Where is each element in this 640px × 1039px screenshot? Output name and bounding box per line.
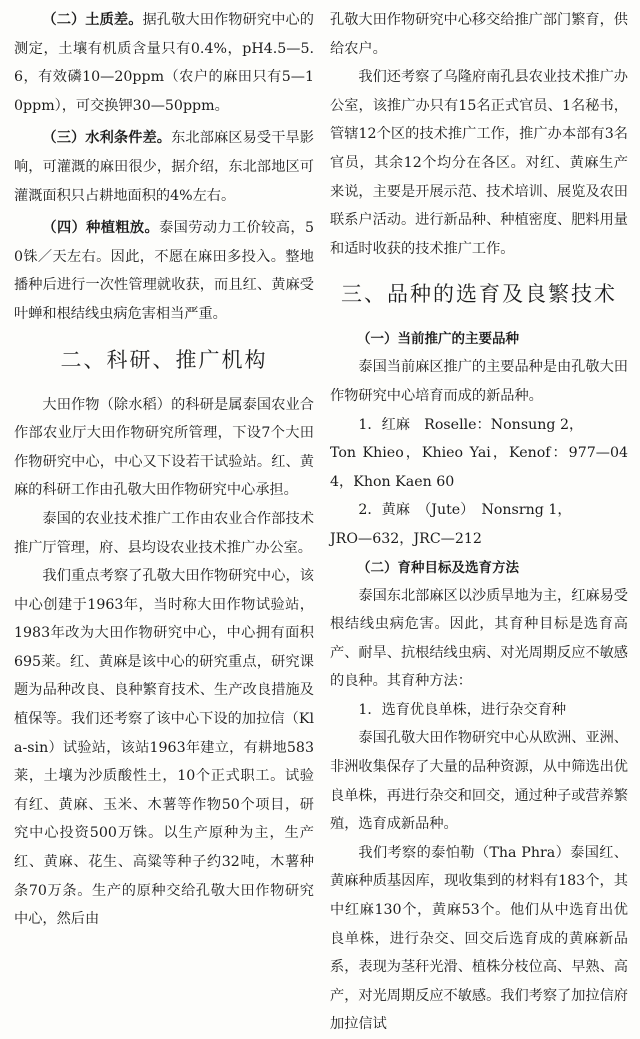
section-heading-breeding: 三、品种的选育及良繁技术 bbox=[341, 282, 617, 307]
paragraph-label: （三）水利条件差。 bbox=[42, 130, 172, 147]
left-column bbox=[14, 6, 314, 934]
paragraph-soil bbox=[14, 6, 314, 120]
paragraph-khon-kaen-center: 我们重点考察了孔敬大田作物研究中心，该中心创建于1963年，当时称大田作物试验站，1983年改为大田作物研究中心，中心拥有面积695莱。红、黄麻是该中心的研究重点，研究课题为品种改良、良种繁育技术、生产改良措施及植保等。我们还考察了该中心下设的加拉信（Kla-sin）试验站，该站1963年建立，有耕地583莱，土壤为沙质酸性土，10个正式职工。试验有红、黄麻、玉米、木薯等作物50个项目，研究中心投资500万铢。以生产原种为主，生产红、黄麻、花生、高粱等种子约32吨，木薯种条70万条。生产的原种交给孔敬大田作物研究中心，然后由 bbox=[14, 568, 314, 928]
right-column bbox=[330, 6, 628, 1039]
subheading-varieties: （一）当前推广的主要品种 bbox=[357, 331, 519, 348]
paragraph-extension-org: 泰国的农业技术推广工作由农业合作部技术推广厅管理，府、县均设农业技术推广办公室。 bbox=[14, 510, 314, 556]
paragraph-cultivation bbox=[14, 214, 314, 328]
paragraph-text: 泰国劳动力工价较高，50铢／天左右。因此，不愿在麻田多投入。整地播种后进行一次性管理就收获，而且红、黄麻受叶蝉和根结线虫病危害相当严重。 bbox=[14, 220, 314, 322]
paragraph-breeding-goals: 泰国东北部麻区以沙质旱地为主，红麻易受根结线虫病危害。因此，其育种目标是选育高产、耐旱、抗根结线虫病、对光周期反应不敏感的良种。其育种方法： bbox=[330, 587, 628, 690]
list-item-kenaf-cont: Ton Khieo，Khieo Yai，Kenof：977—044，Khon Kaen 60 bbox=[330, 445, 628, 490]
list-item-jute: 2．黄麻 （Jute） Nonsrng 1， bbox=[358, 502, 572, 519]
list-item-jute-cont: JRO—632，JRC—212 bbox=[330, 530, 482, 547]
subheading-breeding-goals: （二）育种目标及选育方法 bbox=[357, 559, 519, 576]
paragraph-varieties: 泰国当前麻区推广的主要品种是由孔敬大田作物研究中心培育而成的新品种。 bbox=[330, 359, 628, 404]
paragraph-method-1: 1．选育优良单株，进行杂交育种 bbox=[358, 701, 567, 718]
paragraph-text: 东北部麻区易受干旱影响，可灌溉的麻田很少，据介绍，东北部地区可灌溉面积只占耕地面积的4%左右。 bbox=[14, 130, 314, 204]
list-item-kenaf: 1．红麻 Roselle：Nonsung 2， bbox=[358, 416, 584, 433]
paragraph-germplasm: 泰国孔敬大田作物研究中心从欧洲、亚洲、非洲收集保存了大量的品种资源，从中筛选出优良单株，再进行杂交和回交，通过种子或营养繁殖，选育成新品种。 bbox=[330, 730, 628, 833]
paragraph-water bbox=[14, 124, 314, 210]
paragraph-text: 据孔敬大田作物研究中心的测定，土壤有机质含量只有0.4%，pH4.5—5.6，有效磷10—20ppm（农户的麻田只有5—10ppm），可交换钾30—50ppm。 bbox=[14, 12, 314, 114]
paragraph-label: （四）种植粗放。 bbox=[42, 220, 160, 237]
paragraph-extension-office: 我们还考察了乌隆府南孔县农业技术推广办公室，该推广办只有15名正式官员、1名秘书，管辖12个区的技术推广工作，推广办本部有3名官员，其余12个均分在各区。对红、黄麻生产来说，主要是开展示范、技术培训、展览及农田联系户活动。进行新品种、种植密度、肥料用量和适时收获的技术推广工作。 bbox=[330, 69, 628, 257]
paragraph-tha-phra: 我们考察的泰怕勒（Tha Phra）泰国红、黄麻种质基因库，现收集到的材料有183个，其中红麻130个，黄麻53个。他们从中选育出优良单株，进行杂交、回交后选育成的黄麻新品系，表现为茎秆光滑、植株分枝位高、早熟、高产，对光周期反应不敏感。我们考察了加拉信府加拉信试 bbox=[330, 844, 628, 1033]
paragraph-label: （二）土质差。 bbox=[42, 12, 143, 28]
paragraph-continued: 孔敬大田作物研究中心移交给推广部门繁育，供给农户。 bbox=[330, 12, 628, 57]
section-heading-research: 二、科研、推广机构 bbox=[60, 347, 268, 372]
paragraph-research-org: 大田作物（除水稻）的科研是属泰国农业合作部农业厅大田作物研究所管理，下设7个大田作物研究中心，中心又下设若干试验站。红、黄麻的科研工作由孔敬大田作物研究中心承担。 bbox=[14, 396, 314, 499]
